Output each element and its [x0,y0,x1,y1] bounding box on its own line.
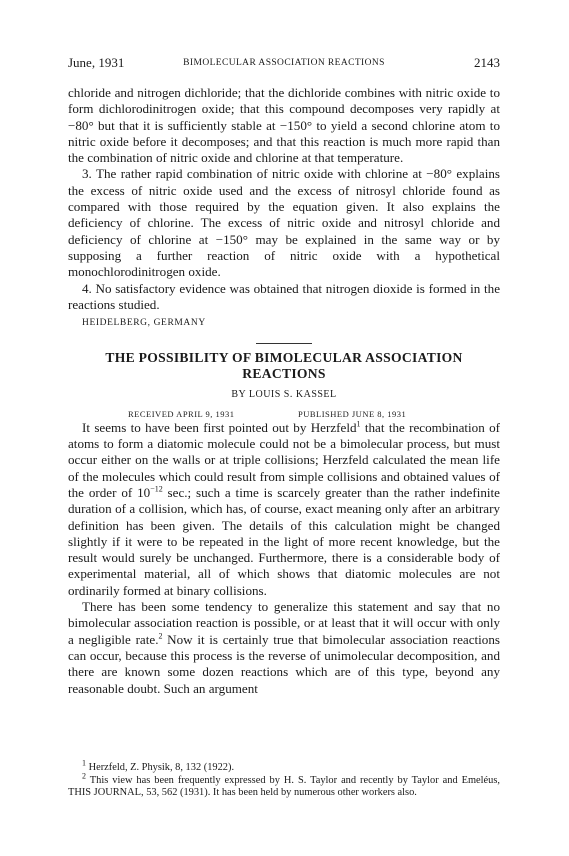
footnote-1-mark: 1 [82,758,86,768]
section-divider [256,343,312,344]
footnote-1-text: Herzfeld, Z. Physik, 8, 132 (1922). [86,762,235,773]
prev-article-paragraph-3: 4. No satisfactory evidence was obtained that nitrogen dioxide is formed in the reactions studied. [68,280,500,312]
footnote-ref-1: 1 [356,419,361,429]
article-paragraph-1-part-a: It seems to have been first pointed out by Herzfeld [82,419,357,435]
footnotes [68,758,500,800]
received-date: RECEIVED APRIL 9, 1931 [128,408,235,419]
prev-article-paragraph-1: chloride and nitrogen dichloride; that the dichloride combines with nitric oxide to form dichlorodinitrogen oxide; that this compound decomposes very rapidly at −80° but that it is sufficiently stable at −150° to yield a second chlorine atom to nitric oxide before it decomposes; and that this reaction is much more rapid than the combination of nitric oxide and chlorine at that temperature. [68,85,500,166]
running-header [68,55,500,75]
article-paragraph-2-part-b: Now it is certainly true that bimolecular association reactions can occur, because this process is the reverse of unimolecular decomposition, and there are known some dozen reactions which are of this type, beyond any reasonable doubt. Such an argument [68,631,500,696]
header-date: June, 1931 [68,55,125,70]
article-dates [68,406,500,420]
article-paragraph-2-part-a: There has been some tendency to generalize this statement and say that no bimolecular association reaction is possible, or at least that it will occur with only a negligible rate. [68,599,500,647]
exponent: −12 [150,484,163,494]
article-paragraph-1-part-c: sec.; such a time is scarcely greater than the rather indefinite duration of a collision, which has, of course, exact meaning only after an arbitrary definition has been given. The details of this calculation might be changed slightly if it were to be repeated in the light of more recent knowledge, but the result would surely be unchanged. Furthermore, there is a considerable body of experimental material, all of which shows that diatomic molecules are not ordinarily formed at binary collisions. [68,484,500,598]
published-date: PUBLISHED JUNE 8, 1931 [298,408,407,419]
page-body [68,85,500,697]
footnote-ref-2: 2 [158,631,163,641]
article-paragraph-1 [68,420,500,599]
header-running-title: BIMOLECULAR ASSOCIATION REACTIONS [183,58,385,68]
prev-article-affiliation: HEIDELBERG, GERMANY [82,318,206,329]
page-number: 2143 [474,55,500,70]
article-paragraph-1-part-b: that the recombination of atoms to form a diatomic molecule could not be a bimolecular process, but must occur either on the walls or at triple collisions; Herzfeld calculated the mean life of the molecules which could result from simple collisions and obtained values of the order of 10 [68,419,500,500]
footnote-2-text: This view has been frequently expressed by H. S. Taylor and recently by Taylor and Emeléus, THIS JOURNAL, 53, 562 (1931). It has been held by numerous other workers also. [68,774,500,799]
article-byline: BY LOUIS S. KASSEL [231,389,337,401]
footnote-2 [68,771,500,800]
article-paragraph-2 [68,599,500,697]
article-title: THE POSSIBILITY OF BIMOLECULAR ASSOCIATION REACTIONS [105,350,463,382]
prev-article-paragraph-2: 3. The rather rapid combination of nitric oxide with chlorine at −80° explains the excess of nitric oxide used and the excess of nitrosyl chloride found as compared with those required by the equation given. It also explains the deficiency of chlorine. The excess of nitric oxide and nitrosyl chloride and deficiency of chlorine at −150° may be explained in the same way or by supposing a further reaction of nitric oxide with a hypothetical monochlorodinitrogen oxide. [68,166,500,280]
footnote-2-mark: 2 [82,771,86,781]
footnote-1 [68,758,500,775]
